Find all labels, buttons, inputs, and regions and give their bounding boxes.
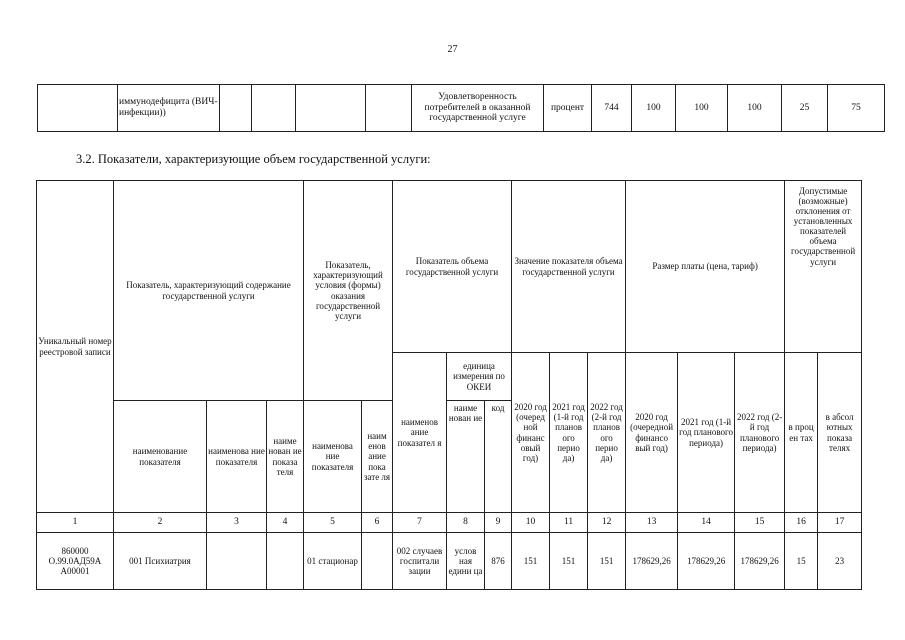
table-row xyxy=(38,85,885,132)
column-number: 2 xyxy=(114,513,207,533)
volume-name-cell: 002 случаев госпитали зации xyxy=(393,533,447,590)
empty-cell xyxy=(38,85,118,132)
unit-code-header: код xyxy=(485,401,512,513)
fee-2021-header: 2021 год (1-й год планового периода) xyxy=(678,353,735,513)
content-name-header-2: наименова ние показателя xyxy=(207,401,267,513)
unit-name-cell: услов ная едини ца xyxy=(447,533,485,590)
value-2020-cell: 100 xyxy=(632,85,676,132)
column-number: 9 xyxy=(485,513,512,533)
column-number: 15 xyxy=(735,513,785,533)
content-cell: иммунодефицита (ВИЧ-инфекции)) xyxy=(118,85,220,132)
unique-number-cell: 860000 О.99.0АД59А А00001 xyxy=(37,533,114,590)
content-name-header-1: наименование показателя xyxy=(114,401,207,513)
deviation-absolute-header: в абсол ютных показа телях xyxy=(818,353,862,513)
unit-cell: процент xyxy=(544,85,592,132)
column-numbers-row xyxy=(37,513,862,533)
unit-okei-header: единица измерения по ОКЕИ xyxy=(447,353,512,401)
column-number: 16 xyxy=(785,513,818,533)
column-number: 7 xyxy=(393,513,447,533)
column-number: 8 xyxy=(447,513,485,533)
deviation-percent-header: в проц ен тах xyxy=(785,353,818,513)
condition-name-header-2: наим енов ание пока зате ля xyxy=(362,401,393,513)
empty-cell xyxy=(296,85,366,132)
value-2022-cell: 100 xyxy=(728,85,782,132)
value-2022-cell: 151 xyxy=(588,533,626,590)
empty-cell xyxy=(366,85,412,132)
column-number: 13 xyxy=(626,513,678,533)
empty-cell xyxy=(252,85,296,132)
column-number: 10 xyxy=(512,513,550,533)
content-cell-3 xyxy=(267,533,304,590)
header-row xyxy=(37,181,862,353)
column-number: 1 xyxy=(37,513,114,533)
value-2021-cell: 100 xyxy=(676,85,728,132)
code-cell: 744 xyxy=(592,85,632,132)
condition-cell-2 xyxy=(362,533,393,590)
volume-name-header: наименов ание показател я xyxy=(393,353,447,513)
fee-group-header: Размер платы (цена, тариф) xyxy=(626,181,785,353)
fee-2022-header: 2022 год (2-й год планового периода) xyxy=(735,353,785,513)
value-2021-header: 2021 год (1-й год планов ого перио да) xyxy=(550,353,588,513)
content-cell-1: 001 Психиатрия xyxy=(114,533,207,590)
page-number: 27 xyxy=(447,44,458,55)
condition-name-header-1: наименова ние показателя xyxy=(304,401,362,513)
unique-number-header: Уникальный номер реестровой записи xyxy=(37,181,114,513)
column-number: 11 xyxy=(550,513,588,533)
column-number: 3 xyxy=(207,513,267,533)
column-number: 6 xyxy=(362,513,393,533)
unit-code-cell: 876 xyxy=(485,533,512,590)
section-heading: 3.2. Показатели, характеризующие объем государственной услуги: xyxy=(76,152,431,166)
fee-2021-cell: 178629,26 xyxy=(678,533,735,590)
deviation-percent-cell: 25 xyxy=(782,85,828,132)
unit-name-header: наиме нован ие xyxy=(447,401,485,513)
table-row xyxy=(37,533,862,590)
volume-indicators-table xyxy=(36,180,862,590)
value-2022-header: 2022 год (2-й год планов ого перио да) xyxy=(588,353,626,513)
content-cell-2 xyxy=(207,533,267,590)
fee-2020-cell: 178629,26 xyxy=(626,533,678,590)
fee-2022-cell: 178629,26 xyxy=(735,533,785,590)
deviation-group-header: Допустимые (возможные) отклонения от установленных показателей объема государственной услуги xyxy=(785,181,862,353)
deviation-absolute-cell: 75 xyxy=(828,85,885,132)
value-2021-cell: 151 xyxy=(550,533,588,590)
content-name-header-3: наиме нован ие показа теля xyxy=(267,401,304,513)
empty-cell xyxy=(220,85,252,132)
column-number: 12 xyxy=(588,513,626,533)
column-number: 17 xyxy=(818,513,862,533)
deviation-absolute-cell: 23 xyxy=(818,533,862,590)
column-number: 5 xyxy=(304,513,362,533)
column-number: 4 xyxy=(267,513,304,533)
conditions-group-header: Показатель, характеризующий условия (формы) оказания государственной услуги xyxy=(304,181,393,401)
volume-group-header: Показатель объема государственной услуги xyxy=(393,181,512,353)
value-group-header: Значение показателя объема государственной услуги xyxy=(512,181,626,353)
column-number: 14 xyxy=(678,513,735,533)
indicator-cell: Удовлетворенность потребителей в оказанной государственной услуге xyxy=(412,85,544,132)
content-group-header: Показатель, характеризующий содержание государственной услуги xyxy=(114,181,304,401)
value-2020-header: 2020 год (очеред ной финанс овый год) xyxy=(512,353,550,513)
previous-quality-table xyxy=(37,84,885,132)
condition-cell-1: 01 стационар xyxy=(304,533,362,590)
fee-2020-header: 2020 год (очередной финансо вый год) xyxy=(626,353,678,513)
value-2020-cell: 151 xyxy=(512,533,550,590)
deviation-percent-cell: 15 xyxy=(785,533,818,590)
